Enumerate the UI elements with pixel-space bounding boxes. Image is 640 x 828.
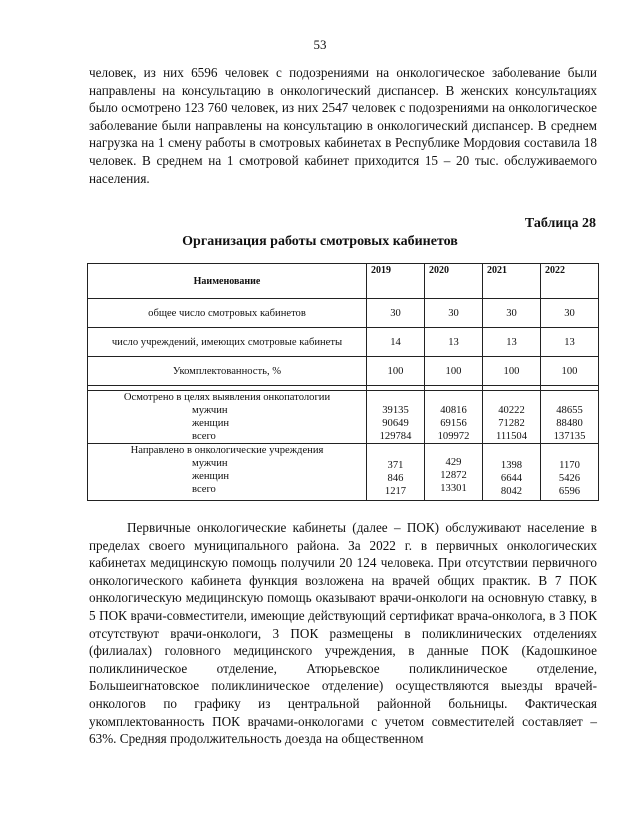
sub-label-women: женщин [192,418,230,429]
screening-rooms-table [87,263,599,501]
referred-title: Направлено в онкологические учреждения [130,445,324,456]
cell-value: 13 [425,328,483,357]
header-name: Наименование [88,264,367,299]
examined-title: Осмотрено в целях выявления онкопатологии [123,392,331,403]
header-year-2022: 2022 [541,264,599,299]
cell-value: 40816 69156 109972 [425,391,483,444]
row-name [88,391,367,444]
cell-value: 1398 6644 8042 [483,444,541,501]
header-year-2019: 2019 [367,264,425,299]
header-year-2020: 2020 [425,264,483,299]
cell-value: 48655 88480 137135 [541,391,599,444]
row-name [88,444,367,501]
cell-value: 30 [541,299,599,328]
row-name: число учреждений, имеющих смотровые кабинеты [88,328,367,357]
cell-value: 13 [483,328,541,357]
sub-label-total: всего [192,484,216,495]
cell-value: 13 [541,328,599,357]
sub-label-women: женщин [192,471,230,482]
cell-value: 100 [541,357,599,386]
cell-value: 371 846 1217 [367,444,425,501]
cell-value: 429 12872 13301 [425,444,483,501]
cell-value: 39135 90649 129784 [367,391,425,444]
cell-value: 30 [425,299,483,328]
cell-value: 30 [367,299,425,328]
header-year-2021: 2021 [483,264,541,299]
table-row-examined [88,391,599,444]
table-title: Организация работы смотровых кабинетов [182,234,458,249]
paragraph-intro: человек, из них 6596 человек с подозрениями на онкологическое заболевание были направлены на консультацию в онкологический диспансер. В женских консультациях было осмотрено 123 760 человек, из них 2547 человек с подозрениями на онкологическое заболевание были направлены на консультацию в онкологический диспансер. В среднем нагрузка на 1 смену работы в смотровых кабинетах в Республике Мордовия составила 18 человек. В среднем на 1 смотровой кабинет приходится 15 – 20 тыс. обслуживаемого населения. [89,65,597,186]
sub-label-men: мужчин [192,458,228,469]
table-row [88,328,599,357]
cell-value: 100 [483,357,541,386]
sub-label-total: всего [192,431,216,442]
cell-value: 40222 71282 111504 [483,391,541,444]
table-row-referred [88,444,599,501]
sub-label-men: мужчин [192,405,228,416]
cell-value: 100 [425,357,483,386]
table-header-row [88,264,599,299]
cell-value: 1170 5426 6596 [541,444,599,501]
cell-value: 14 [367,328,425,357]
cell-value: 30 [483,299,541,328]
page-number: 53 [313,37,327,52]
table-label: Таблица 28 [524,216,596,231]
cell-value: 100 [367,357,425,386]
table-row [88,357,599,386]
row-name: общее число смотровых кабинетов [88,299,367,328]
paragraph-pok: Первичные онкологические кабинеты (далее – ПОК) обслуживают население в пределах своего муниципального района. За 2022 г. в первичных онкологических кабинетах медицинскую помощь получили 20 124 человека. При отсутствии первичного онкологического кабинета функция возложена на врачей общих практик. В 7 ПОК онкологическую медицинскую помощь оказывают врачи-онкологи на основную ставку, в 5 ПОК врачи-совместители, имеющие действующий сертификат врача-онколога, в 3 ПОК отсутствуют врачи-онкологи, 3 ПОК размещены в поликлинических отделениях (филиалах) головного медицинского учреждения, в данные ПОК (Кадошкиное поликлиническое отделение, Атюрьевское поликлиническое отделение, Большеигнатовское поликлиническое отделение) осуществляются выезды врачей-онкологов по графику из центральной районной больницы. Фактическая укомплектованность ПОК врачами-онкологами с учетом совместителей составляет – 63%. Средняя продолжительность доезда на общественном [89,520,597,747]
row-name: Укомплектованность, % [88,357,367,386]
table-row [88,299,599,328]
